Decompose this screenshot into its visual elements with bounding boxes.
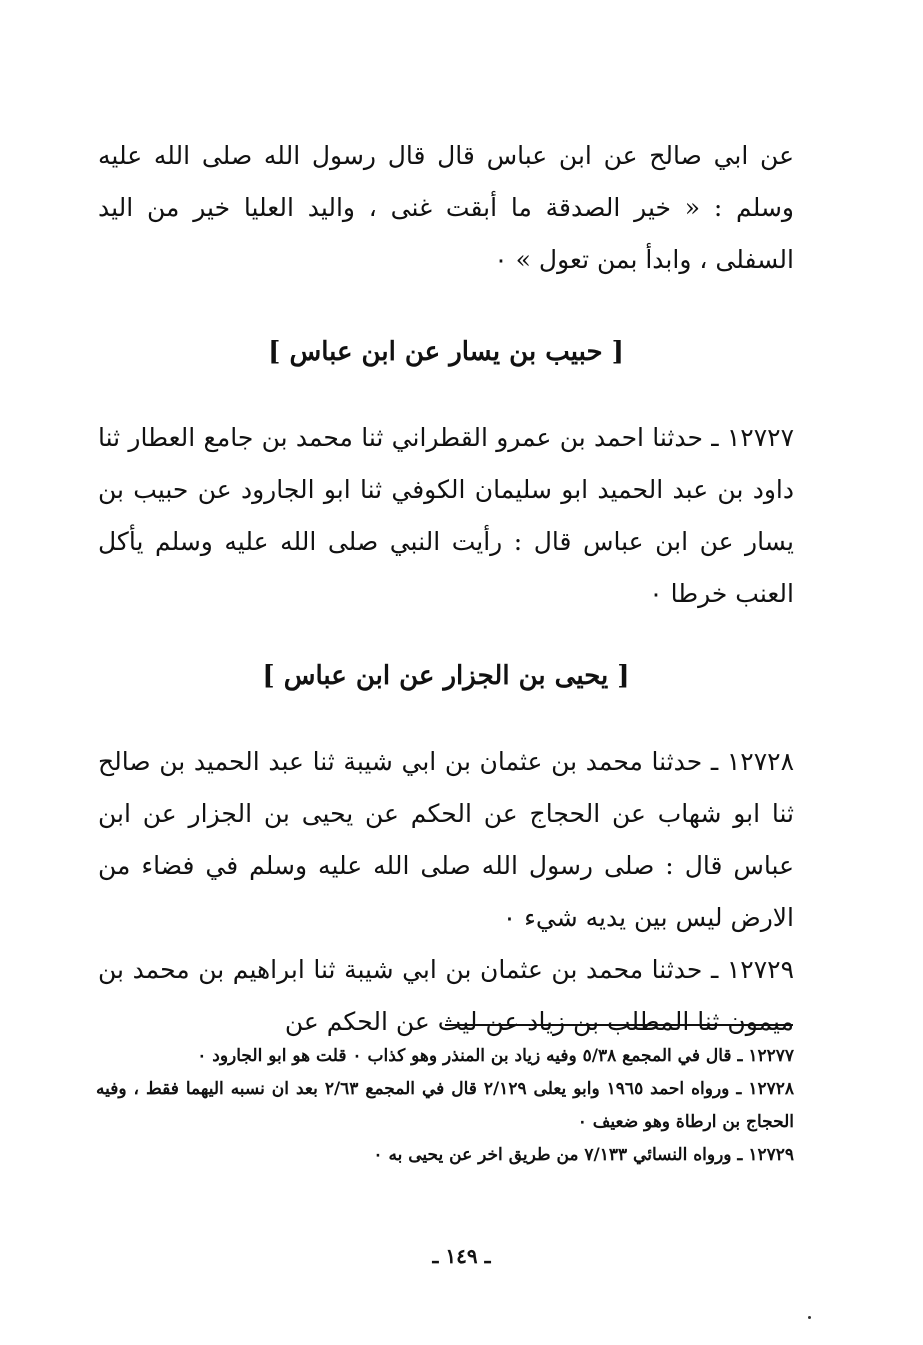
hadith-12728: ١٢٧٢٨ ـ حدثنا محمد بن عثمان بن ابي شيبة ثنا عبد الحميد بن صالح ثنا ابو شهاب عن الحجاج عن الحكم عن يحيى بن الجزار عن ابن عباس قال : صلى رسول الله صلى الله عليه وسلم في فضاء من الارض ليس بين يديه شيء ٠ — [98, 747, 794, 932]
footnote-12729: ١٢٧٢٩ ـ ورواه النسائي ٧/١٣٣ من طريق اخر عن يحيى به ٠ — [373, 1145, 794, 1165]
hadith-12727: ١٢٧٢٧ ـ حدثنا احمد بن عمرو القطراني ثنا محمد بن جامع العطار ثنا داود بن عبد الحميد ابو سليمان الكوفي ثنا ابو الجارود عن حبيب بن يسار عن ابن عباس قال : رأيت النبي صلى الله عليه وسلم يأكل العنب خرطا ٠ — [98, 423, 794, 608]
section-heading-habib: [ حبيب بن يسار عن ابن عباس ] — [268, 337, 624, 367]
scan-speck — [808, 1316, 811, 1319]
intro-paragraph: عن ابي صالح عن ابن عباس قال قال رسول الله صلى الله عليه وسلم : « خير الصدقة ما أبقت غنى ، واليد العليا خير من اليد السفلى ، وابدأ بمن تعول » ٠ — [98, 141, 794, 274]
main-text — [98, 130, 794, 1048]
footnote-12728: ١٢٧٢٨ ـ ورواه احمد ١٩٦٥ وابو يعلى ٢/١٢٩ قال في المجمع ٢/٦٣ بعد ان نسبه اليهما فقط ، وفيه الحجاج بن ارطاة وهو ضعيف ٠ — [96, 1079, 794, 1132]
footnotes — [96, 1040, 794, 1172]
footnote-divider — [445, 1024, 793, 1026]
footnote-12277: ١٢٢٧٧ ـ قال في المجمع ٥/٣٨ وفيه زياد بن المنذر وهو كذاب ٠ قلت هو ابو الجارود ٠ — [197, 1046, 794, 1066]
hadith-12729: ١٢٧٢٩ ـ حدثنا محمد بن عثمان بن ابي شيبة ثنا ابراهيم بن محمد بن ميمون ثنا المطلب بن زياد عن ليث عن الحكم عن — [98, 955, 794, 1036]
section-heading-yahya: [ يحيى بن الجزار عن ابن عباس ] — [262, 661, 630, 691]
page-number: ـ ١٤٩ ـ — [432, 1244, 491, 1268]
